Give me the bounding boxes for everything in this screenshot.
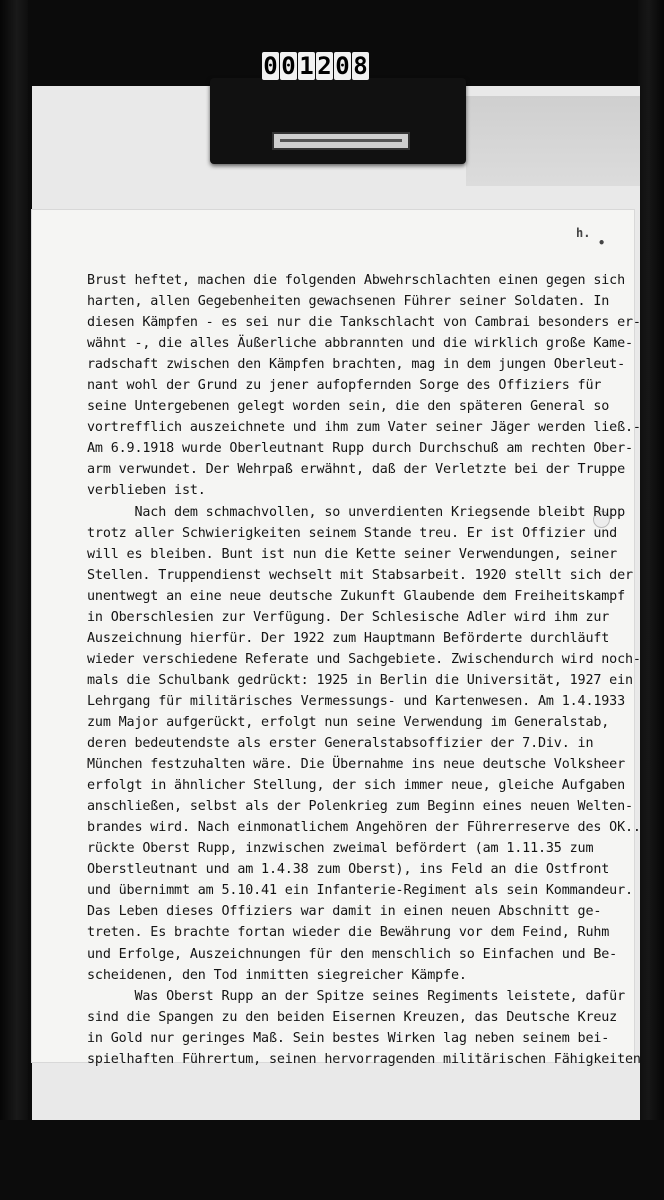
text-line: deren bedeutendste als erster Generalstabsoffizier der 7.Div. in	[87, 736, 594, 752]
text-line: zum Major aufgerückt, erfolgt nun seine Verwendung im Generalstab,	[87, 714, 610, 730]
text-line: und Erfolge, Auszeichnungen für den menschlich so Einfachen und Be-	[87, 946, 618, 962]
frame-counter	[262, 52, 369, 82]
frame-digit: 0	[281, 52, 296, 80]
text-line: mals die Schulbank gedrückt: 1925 in Berlin die Universität, 1927 ein	[87, 672, 633, 688]
text-line: unentwegt an eine neue deutsche Zukunft Glaubende dem Freiheitskampf	[87, 588, 626, 604]
text-line: seine Untergebenen gelegt worden sein, die den späteren General so	[87, 399, 610, 415]
text-line: spielhaften Führertum, seinen hervorragenden militärischen Fähigkeiten,	[87, 1051, 649, 1067]
text-line: brandes wird. Nach einmonatlichem Angehören der Führerreserve des OK..	[87, 820, 641, 836]
margin-mark: h.	[576, 226, 591, 240]
text-line: Am 6.9.1918 wurde Oberleutnant Rupp durch Durchschuß am rechten Ober-	[87, 441, 633, 457]
frame-digit: 0	[335, 52, 350, 80]
text-line: wieder verschiedene Referate und Sachgebiete. Zwischendurch wird noch-	[87, 651, 641, 667]
document-clip	[210, 78, 466, 164]
film-bottom-band	[0, 1120, 664, 1200]
text-line: in Oberschlesien zur Verfügung. Der Schlesische Adler wird ihm zur	[87, 609, 610, 625]
text-line: treten. Es brachte fortan wieder die Bewährung vor dem Feind, Ruhm	[87, 925, 610, 941]
text-line: scheidenen, den Tod inmitten siegreicher Kämpfe.	[87, 967, 467, 983]
text-line: diesen Kämpfen - es sei nur die Tankschlacht von Cambrai besonders er-	[87, 315, 641, 331]
text-line: Brust heftet, machen die folgenden Abwehrschlachten einen gegen sich	[87, 273, 626, 288]
text-line: Oberstleutnant und am 1.4.38 zum Oberst), ins Feld an die Ostfront	[87, 862, 610, 878]
text-line: Das Leben dieses Offiziers war damit in einen neuen Abschnitt ge-	[87, 904, 602, 920]
text-line: vortrefflich auszeichnete und ihm zum Vater seiner Jäger werden ließ.-	[87, 420, 641, 436]
text-line: erfolgt in ähnlicher Stellung, der sich immer neue, gleiche Aufgaben	[87, 778, 626, 794]
text-line: Nach dem schmachvollen, so unverdienten Kriegsende bleibt Rupp	[87, 504, 626, 520]
typed-text-body	[87, 270, 647, 1070]
text-line: nant wohl der Grund zu jener aufopfernden Sorge des Offiziers für	[87, 378, 602, 394]
text-line: verblieben ist.	[87, 483, 206, 499]
clip-slot	[272, 132, 410, 150]
frame-digit: 2	[317, 52, 332, 80]
text-line: will es bleiben. Bunt ist nun die Kette seiner Verwendungen, seiner	[87, 546, 618, 562]
text-line: Was Oberst Rupp an der Spitze seines Regiments leistete, dafür	[87, 988, 626, 1004]
frame-digit: 8	[353, 52, 368, 80]
text-line: und übernimmt am 5.10.41 ein Infanterie-Regiment als sein Kommandeur.	[87, 883, 633, 899]
text-line: trotz aller Schwierigkeiten seinem Stande treu. Er ist Offizier und	[87, 525, 618, 541]
text-line: Lehrgang für militärisches Vermessungs- und Kartenwesen. Am 1.4.1933	[87, 693, 626, 709]
text-line: arm verwundet. Der Wehrpaß erwähnt, daß der Verletzte bei der Truppe	[87, 462, 626, 478]
text-line: Stellen. Truppendienst wechselt mit Stabsarbeit. 1920 stellt sich der	[87, 567, 633, 583]
clip-shadow	[466, 96, 640, 186]
typed-page	[32, 210, 649, 1067]
text-line: München festzuhalten wäre. Die Übernahme ins neue deutsche Volksheer	[87, 757, 626, 773]
frame-digit: 0	[263, 52, 278, 80]
text-line: sind die Spangen zu den beiden Eisernen Kreuzen, das Deutsche Kreuz	[87, 1009, 618, 1025]
text-line: Auszeichnung hierfür. Der 1922 zum Hauptmann Beförderte durchläuft	[87, 630, 610, 646]
film-edge-left	[0, 0, 28, 1200]
frame-digit: 1	[299, 52, 314, 80]
text-line: wähnt -, die alles Äußerliche abbrannten und die wirklich große Kame-	[87, 336, 633, 352]
text-line: rückte Oberst Rupp, inzwischen zweimal befördert (am 1.11.35 zum	[87, 841, 594, 857]
text-line: in Gold nur geringes Maß. Sein bestes Wirken lag neben seinem bei-	[87, 1030, 610, 1046]
text-line: anschließen, selbst als der Polenkrieg zum Beginn eines neuen Welten-	[87, 799, 633, 815]
text-line: harten, allen Gegebenheiten gewachsenen Führer seiner Soldaten. In	[87, 294, 610, 310]
margin-mark: •	[598, 236, 606, 250]
text-line: radschaft zwischen den Kämpfen brachten, mag in dem jungen Oberleut-	[87, 357, 626, 373]
